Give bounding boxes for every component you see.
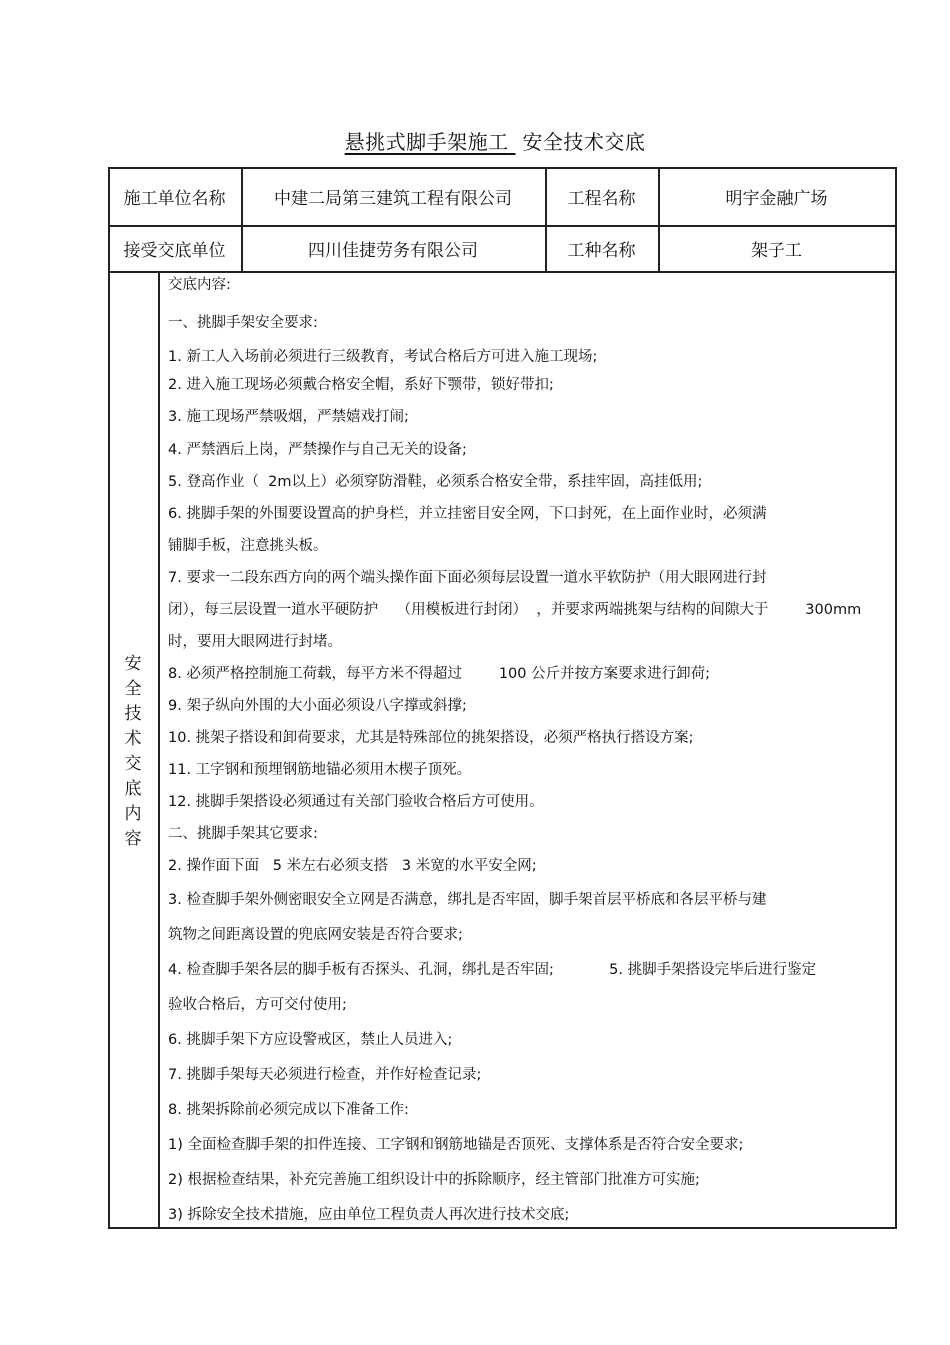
- content-line: 1. 新工人入场前必须进行三级教育，考试合格后方可进入施工现场;: [168, 349, 598, 365]
- content-line: 5. 登高作业（ 2m以上）必须穿防滑鞋，必须系合格安全带，系挂牢固，高挂低用;: [168, 474, 703, 490]
- table-border-bottom: [108, 1227, 897, 1229]
- content-line: 闭），每三层设置一道水平硬防护 （用模板进行封闭） ，并要求两端挑架与结构的间隙大于 300mm: [168, 602, 862, 618]
- content-line: 一、挑脚手架安全要求:: [168, 315, 318, 331]
- receiver-label: 接受交底单位: [123, 240, 226, 261]
- document-title: [0, 126, 950, 155]
- content-line: 10. 挑架子搭设和卸荷要求，尤其是特殊部位的挑架搭设，必须严格执行搭设方案;: [168, 730, 694, 746]
- content-line: 8. 挑架拆除前必须完成以下准备工作:: [168, 1102, 409, 1118]
- content-line: 6. 挑脚手架的外围要设置高的护身栏，并立挂密目安全网，下口封死，在上面作业时，必须满: [168, 506, 767, 522]
- content-line: 交底内容:: [168, 277, 231, 293]
- content-line: 二、挑脚手架其它要求:: [168, 826, 318, 842]
- content-line: 4. 严禁酒后上岗，严禁操作与自己无关的设备;: [168, 442, 467, 458]
- table-border-right: [895, 167, 897, 1228]
- content-line: 时，要用大眼网进行封堵。: [168, 634, 342, 650]
- content-line: 2) 根据检查结果，补充完善施工组织设计中的拆除顺序，经主管部门批准方可实施;: [168, 1172, 700, 1188]
- side-char: 容: [124, 829, 142, 849]
- trade-value: 架子工: [751, 240, 802, 261]
- content-line: 验收合格后，方可交付使用;: [168, 997, 347, 1013]
- content-line: 9. 架子纵向外围的大小面必须设八字撑或斜撑;: [168, 698, 467, 714]
- unit-value: 中建二局第三建筑工程有限公司: [274, 188, 512, 209]
- table-border-left: [108, 167, 110, 1228]
- content-line: 4. 检查脚手架各层的脚手板有否探头、孔洞，绑扎是否牢固; 5. 挑脚手架搭设完毕后进行鉴定: [168, 962, 817, 978]
- content-line: 3. 施工现场严禁吸烟，严禁嬉戏打闹;: [168, 409, 409, 425]
- side-char: 安: [124, 654, 142, 674]
- content-line: 12. 挑脚手架搭设必须通过有关部门验收合格后方可使用。: [168, 794, 544, 810]
- unit-label: 施工单位名称: [123, 188, 226, 209]
- side-char: 术: [124, 729, 142, 749]
- title-part-2: 安全技术交底: [522, 130, 646, 154]
- table-divider-content: [158, 271, 160, 1228]
- side-char: 底: [124, 779, 142, 799]
- content-line: 铺脚手板，注意挑头板。: [168, 538, 328, 554]
- content-line: 3) 拆除安全技术措施，应由单位工程负责人再次进行技术交底;: [168, 1207, 570, 1223]
- content-line: 2. 进入施工现场必须戴合格安全帽，系好下颚带，锁好带扣;: [168, 377, 554, 393]
- receiver-value: 四川佳捷劳务有限公司: [308, 240, 478, 261]
- content-line: 8. 必须严格控制施工荷载，每平方米不得超过 100 公斤并按方案要求进行卸荷;: [168, 666, 710, 682]
- side-char: 内: [124, 804, 142, 824]
- side-char: 交: [124, 754, 142, 774]
- content-line: 1) 全面检查脚手架的扣件连接、工字钢和钢筋地锚是否顶死、支撑体系是否符合安全要求;: [168, 1137, 744, 1153]
- content-line: 11. 工字钢和预埋钢筋地锚必须用木楔子顶死。: [168, 762, 472, 778]
- content-line: 2. 操作面下面 5 米左右必须支搭 3 米宽的水平安全网;: [168, 858, 537, 874]
- side-char: 全: [124, 679, 142, 699]
- trade-label: 工种名称: [567, 240, 636, 261]
- table-border-row2: [108, 271, 897, 273]
- title-part-1: 悬挑式脚手架施工: [344, 130, 509, 154]
- project-label: 工程名称: [567, 188, 636, 209]
- content-line: 3. 检查脚手架外侧密眼安全立网是否满意，绑扎是否牢固，脚手架首层平桥底和各层平桥与建: [168, 892, 767, 908]
- content-line: 6. 挑脚手架下方应设警戒区，禁止人员进入;: [168, 1032, 453, 1048]
- content-line: 7. 要求一二段东西方向的两个端头操作面下面必须每层设置一道水平软防护（用大眼网进行封: [168, 570, 767, 586]
- project-value: 明宇金融广场: [725, 188, 828, 209]
- side-char: 技: [124, 704, 142, 724]
- side-label: [118, 652, 148, 852]
- content-line: 7. 挑脚手架每天必须进行检查，并作好检查记录;: [168, 1067, 482, 1083]
- content-line: 筑物之间距离设置的兜底网安装是否符合要求;: [168, 927, 463, 943]
